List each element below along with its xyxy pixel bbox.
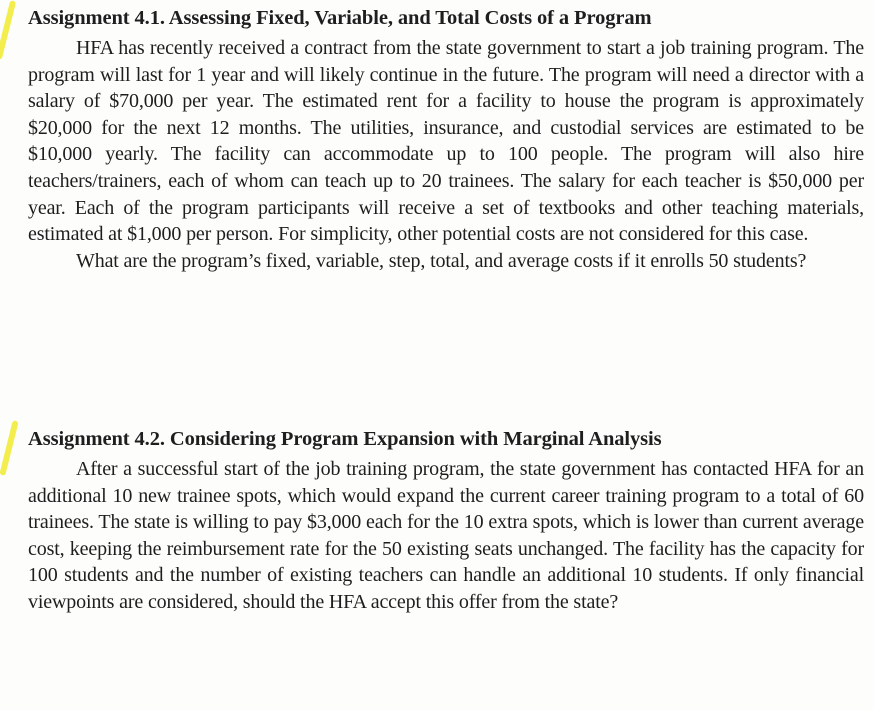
assignment-4-2-section [28,425,864,616]
assignment-4-1-section [28,4,864,274]
assignment-4-2-heading: Assignment 4.2. Considering Program Expansion with Marginal Analysis [28,428,662,450]
assignment-4-1-heading: Assignment 4.1. Assessing Fixed, Variable, and Total Costs of a Program [28,7,652,29]
assignment-4-1-question: What are the program’s fixed, variable, step, total, and average costs if it enrolls 50 students? [76,249,807,272]
highlighter-mark [0,0,16,60]
assignment-4-1-paragraph: HFA has recently received a contract from the state government to start a job training program. The program will last for 1 year and will likely continue in the future. The program will need a director with a salary of $70,000 per year. The estimated rent for a facility to house the program is approximately $20,000 for the next 12 months. The utilities, insurance, and custodial services are estimated to be $10,000 yearly. The facility can accommodate up to 100 people. The program will also hire teachers/trainers, each of whom can teach up to 20 trainees. The salary for each teacher is $50,000 per year. Each of the program participants will receive a set of textbooks and other teaching materials, estimated at $1,000 per person. For simplicity, other potential costs are not considered for this case. [28,37,864,246]
assignment-4-2-paragraph: After a successful start of the job training program, the state government has contacted HFA for an additional 10 new trainee spots, which would expand the current career training program to a total of 60 trainees. The state is willing to pay $3,000 each for the 10 extra spots, which is lower than current average cost, keeping the reimbursement rate for the 50 existing seats unchanged. The facility has the capacity for 100 students and the number of existing teachers can handle an additional 10 students. If only financial viewpoints are considered, should the HFA accept this offer from the state? [28,458,864,613]
highlighter-mark [0,420,19,476]
